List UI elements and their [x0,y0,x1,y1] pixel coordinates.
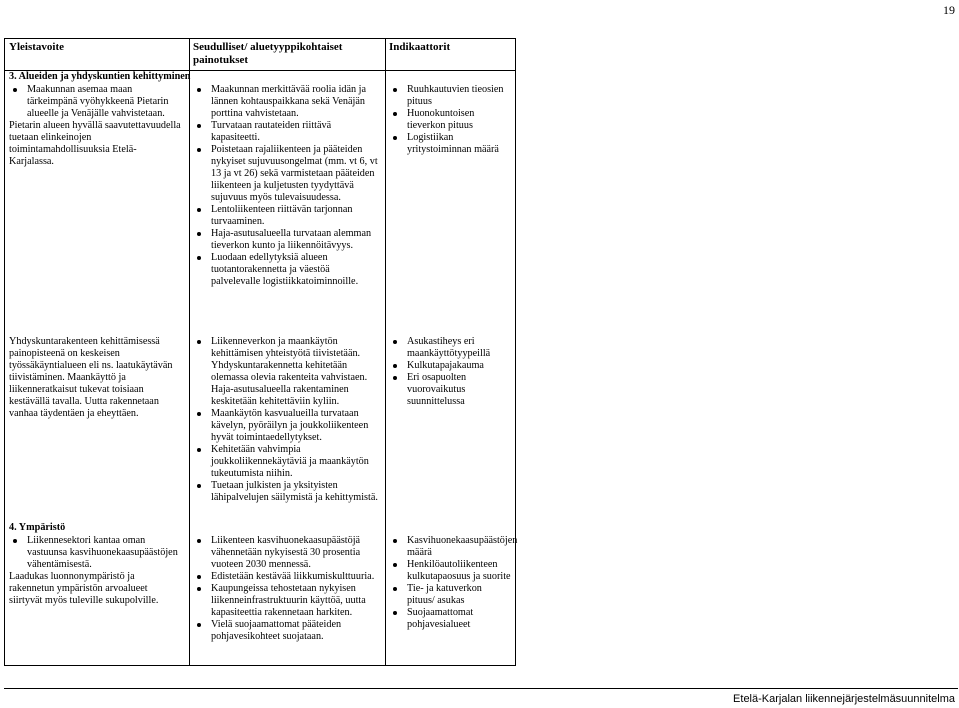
priority-item: Kehitetään vahvimpia joukkoliikennekäytäviä ja maankäytön tukeutumista niihin. [193,444,379,480]
indicator-item: Huonokuntoisen tieverkon pituus [389,108,511,132]
indicator-item: Logistiikan yritystoiminnan määrä [389,132,511,156]
row1-goal [9,84,181,168]
priority-item: Liikenneverkon ja maankäytön kehittämisen yhteistyötä tiivistetään. Yhdyskuntarakennetta kehitetään olemassa olevia rakenteita vahvistaen. Haja-asutusalueella rakentaminen keskitetään kehitettäviin kyliin. [193,336,379,408]
row3-goal [9,535,181,607]
footer-title: Etelä-Karjalan liikennejärjestelmäsuunnitelma [733,693,955,705]
row2-priorities [193,336,379,504]
indicator-item: Asukastiheys eri maankäyttötyypeillä [389,336,511,360]
header-priorities: Seudulliset/ aluetyyppikohtaiset painotukset [193,41,343,66]
row3-indicators [389,535,518,631]
goal-bullet: Liikennesektori kantaa oman vastuunsa kasvihuonekaasupäästöjen vähentämisestä. [9,535,181,571]
header-indicators: Indikaattorit [389,41,451,53]
priority-item: Lentoliikenteen riittävän tarjonnan turvaaminen. [193,204,379,228]
priority-item: Liikenteen kasvihuonekaasupäästöjä vähennetään nykyisestä 30 prosentia vuoteen 2030 mennessä. [193,535,379,571]
goal-text: Pietarin alueen hyvällä saavutettavuudella tuetaan elinkeinojen toimintamahdollisuuksia Etelä-Karjalassa. [9,120,181,167]
footer-divider [4,688,958,689]
priority-item: Edistetään kestävää liikkumiskulttuuria. [193,571,379,583]
goals-table [4,38,516,666]
indicator-item: Kasvihuonekaasupäästöjen määrä [389,535,511,559]
priority-item: Poistetaan rajaliikenteen ja pääteiden nykyiset sujuvuusongelmat (mm. vt 6, vt 13 ja vt 26) sekä varmistetaan pääteiden liikenteen ja kuljetusten tyydyttävä sujuvuus myös tulevaisuudessa. [193,144,379,204]
priority-item: Turvataan rautateiden riittävä kapasiteetti. [193,120,379,144]
section-title: 3. Alueiden ja yhdyskuntien kehittyminen [9,71,191,82]
row3-priorities [193,535,379,643]
section-title: 4. Ympäristö [9,522,66,533]
priority-item: Tuetaan julkisten ja yksityisten lähipalvelujen säilymistä ja kehittymistä. [193,480,379,504]
column-divider [189,39,190,665]
priority-item: Luodaan edellytyksiä alueen tuotantorakennetta ja väestöä palvelevalle logistiikkatoiminnoille. [193,252,379,288]
row2-goal [9,336,181,420]
indicator-item: Eri osapuolten vuorovaikutus suunnittelussa [389,372,511,408]
header-goal: Yleistavoite [9,41,64,53]
priority-item: Maankäytön kasvualueilla turvataan kävelyn, pyöräilyn ja joukkoliikenteen hyvät toimintaedellytykset. [193,408,379,444]
indicator-item: Suojaamattomat pohjavesialueet [389,607,511,631]
goal-bullet: Maakunnan asemaa maan tärkeimpänä vyöhykkeenä Pietarin alueelle ja Venäjälle vahvistetaan. [9,84,181,120]
page-number: 19 [943,3,955,17]
priority-item: Haja-asutusalueella turvataan alemman tieverkon kunto ja liikennöitävyys. [193,228,379,252]
row1-priorities [193,84,379,288]
goal-text: Laadukas luonnonympäristö ja rakennetun ympäristön arvoalueet siirtyvät myös tuleville sukupolville. [9,571,159,606]
row1-indicators [389,84,511,156]
goal-text: Yhdyskuntarakenteen kehittämisessä painopisteenä on keskeisen työssäkäyntialueen eli ns. laatukäytävän tiivistäminen. Maankäyttö ja liikenneratkaisut tukevat toisiaan kestävällä tavalla. Uutta rakennetaan vanhaa täydentäen ja eheyttäen. [9,336,173,419]
priority-item: Kaupungeissa tehostetaan nykyisen liikenneinfrastruktuurin käyttöä, uutta kapasiteettia rakennetaan harkiten. [193,583,379,619]
priority-item: Vielä suojaamattomat pääteiden pohjavesikohteet suojataan. [193,619,379,643]
indicator-item: Tie- ja katuverkon pituus/ asukas [389,583,511,607]
indicator-item: Kulkutapajakauma [389,360,511,372]
indicator-item: Ruuhkautuvien tieosien pituus [389,84,511,108]
column-divider [385,39,386,665]
indicator-item: Henkilöautoliikenteen kulkutapaosuus ja suorite [389,559,511,583]
priority-item: Maakunnan merkittävää roolia idän ja lännen kohtauspaikkana sekä Venäjän porttina vahvistetaan. [193,84,379,120]
row2-indicators [389,336,511,408]
